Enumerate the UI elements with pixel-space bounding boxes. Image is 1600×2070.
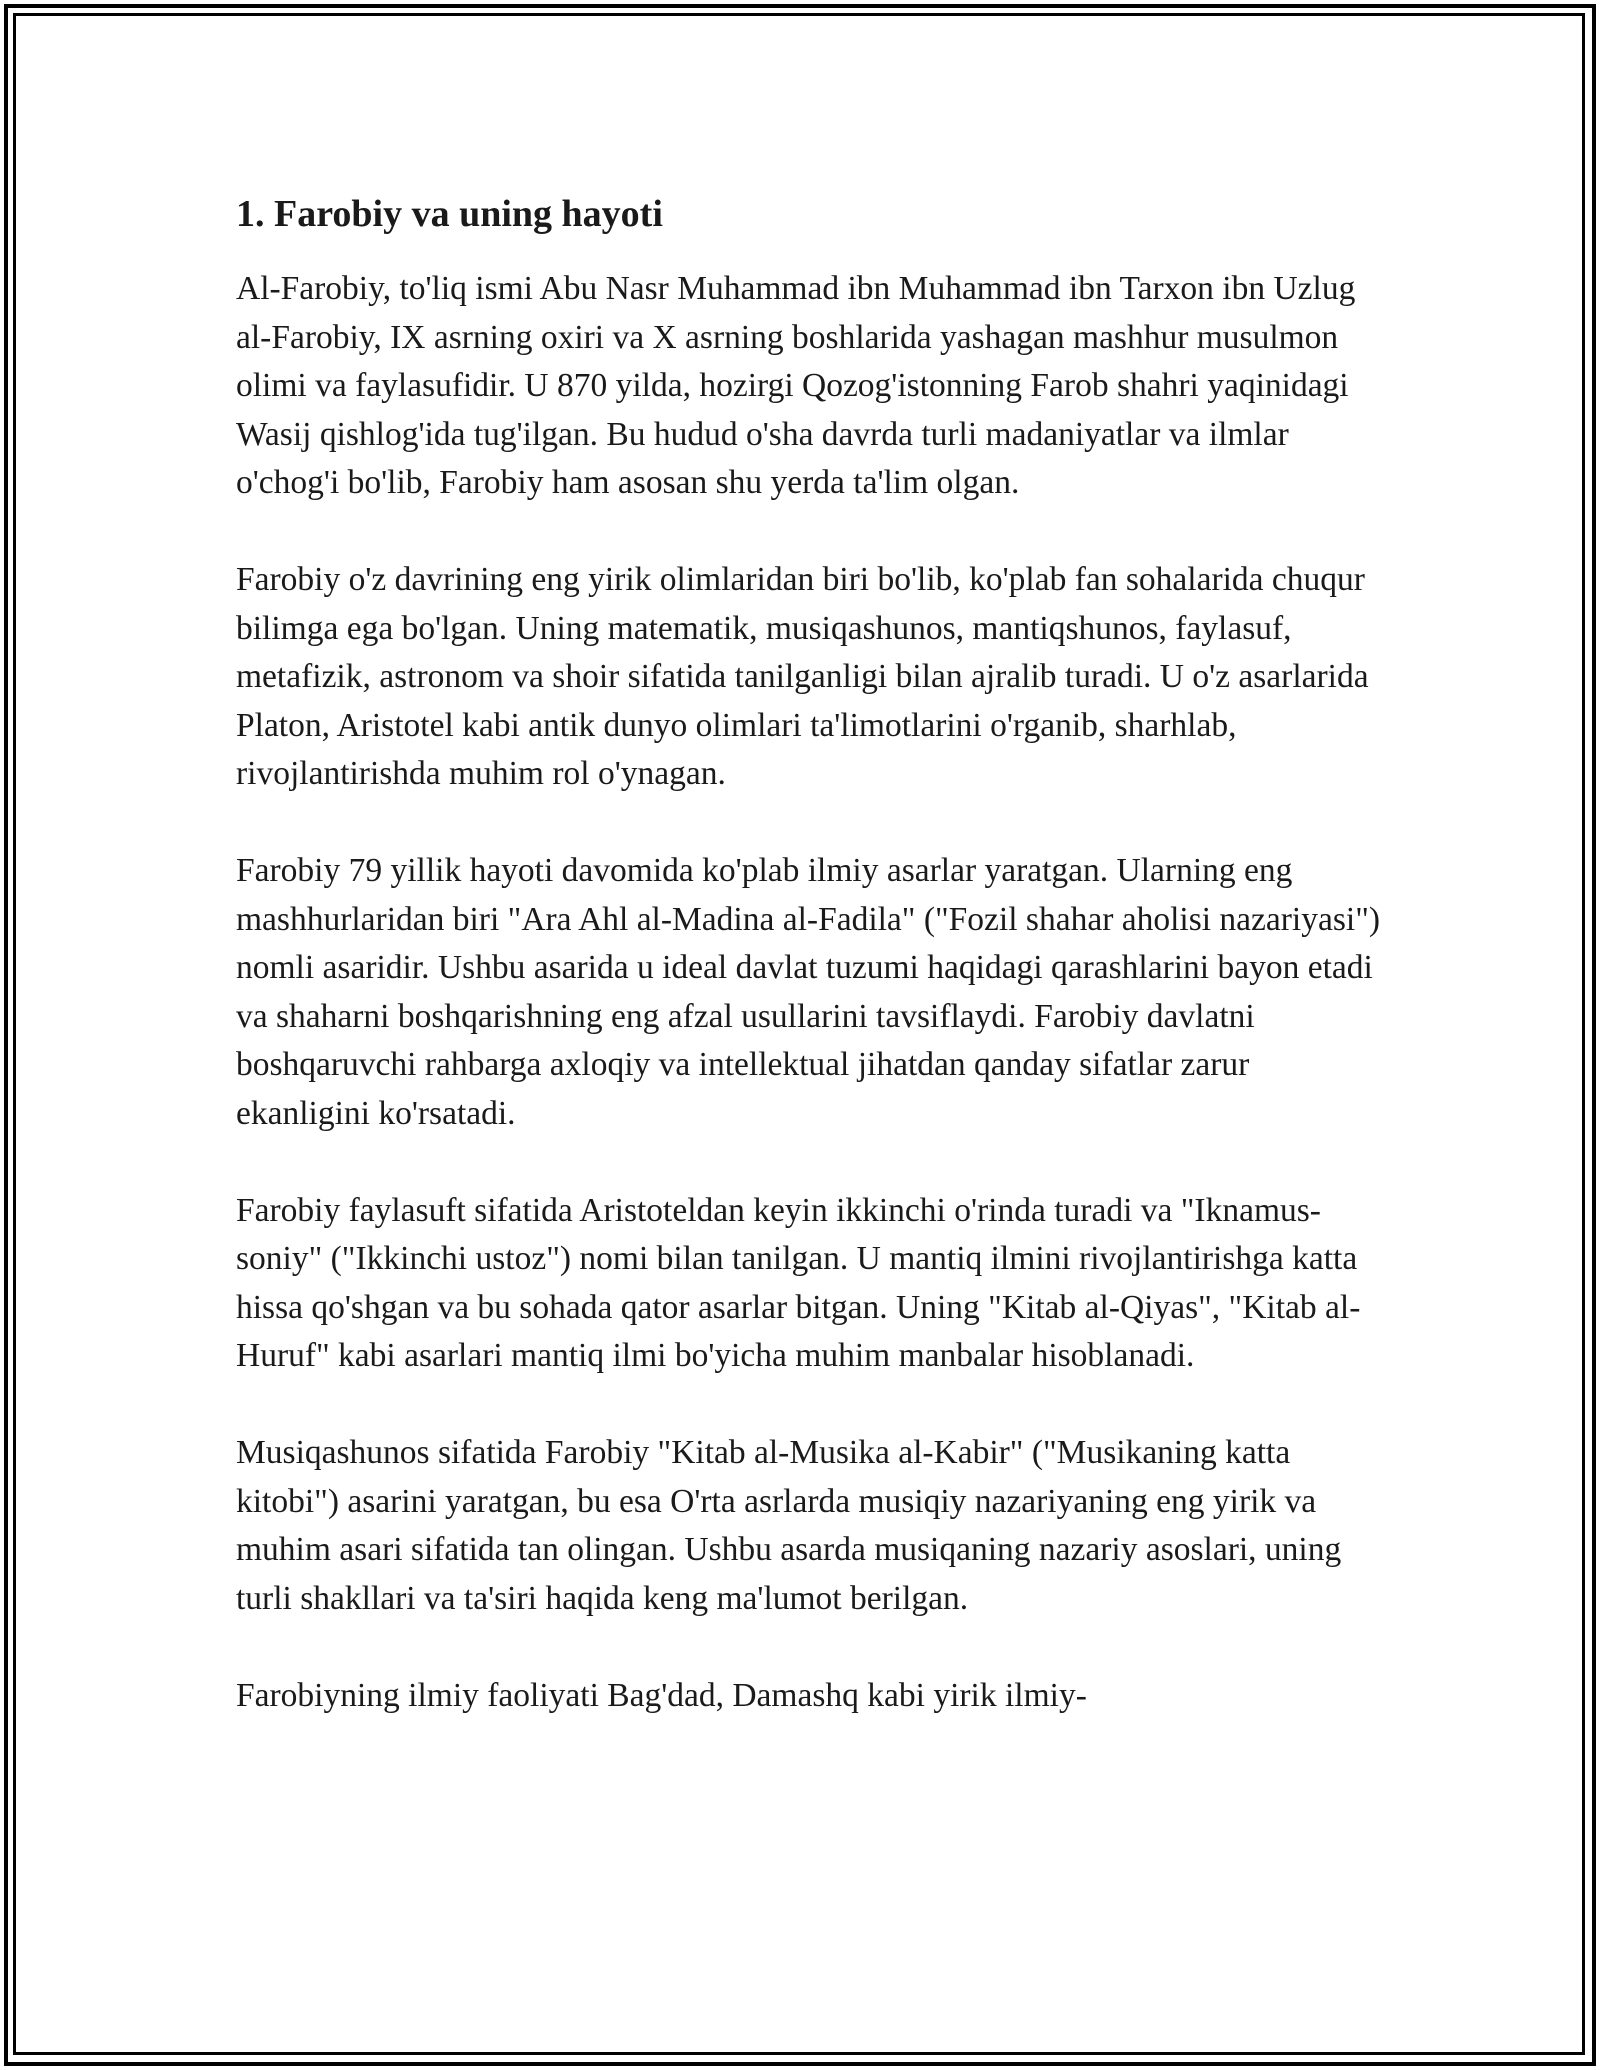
paragraph-2: Farobiy o'z davrining eng yirik olimlaridan biri bo'lib, ko'plab fan sohalarida chuqur bilimga ega bo'lgan. Uning matematik, musiqashunos, mantiqshunos, faylasuf, metafizik, astronom va shoir sifatida tanilganligi bilan ajralib turadi. U o'z asarlarida Platon, Aristotel kabi antik dunyo olimlari ta'limotlarini o'rganib, sharhlab, rivojlantirishda muhim rol o'ynagan.	[236, 561, 1369, 792]
paragraph-4: Farobiy faylasuft sifatida Aristoteldan keyin ikkinchi o'rinda turadi va "Iknamus-soniy" ("Ikkinchi ustoz") nomi bilan tanilgan. U mantiq ilmini rivojlantirishga katta hissa qo'shgan va bu sohada qator asarlar bitgan. Uning "Kitab al-Qiyas", "Kitab al-Huruf" kabi asarlari mantiq ilmi bo'yicha muhim manbalar hisoblanadi.	[236, 1191, 1361, 1374]
section-heading: 1. Farobiy va uning hayoti	[236, 193, 663, 235]
paragraph-6: Farobiyning ilmiy faoliyati Bag'dad, Damashq kabi yirik ilmiy-	[236, 1676, 1087, 1714]
document-body	[236, 186, 1384, 1720]
paragraph-1: Al-Farobiy, to'liq ismi Abu Nasr Muhammad ibn Muhammad ibn Tarxon ibn Uzlug al-Farobiy, IX asrning oxiri va X asrning boshlarida yashagan mashhur musulmon olimi va faylasufidir. U 870 yilda, hozirgi Qozog'istonning Farob shahri yaqinidagi Wasij qishlog'ida tug'ilgan. Bu hudud o'sha davrda turli madaniyatlar va ilmlar o'chog'i bo'lib, Farobiy ham asosan shu yerda ta'lim olgan.	[236, 270, 1356, 501]
paragraph-5: Musiqashunos sifatida Farobiy "Kitab al-Musika al-Kabir" ("Musikaning katta kitobi") asarini yaratgan, bu esa O'rta asrlarda musiqiy nazariyaning eng yirik va muhim asari sifatida tan olingan. Ushbu asarda musiqaning nazariy asoslari, uning turli shakllari va ta'siri haqida keng ma'lumot berilgan.	[236, 1434, 1342, 1617]
paragraph-3: Farobiy 79 yillik hayoti davomida ko'plab ilmiy asarlar yaratgan. Ularning eng mashhurlaridan biri "Ara Ahl al-Madina al-Fadila" ("Fozil shahar aholisi nazariyasi") nomli asaridir. Ushbu asarida u ideal davlat tuzumi haqidagi qarashlarini bayon etadi va shaharni boshqarishning eng afzal usullarini tavsiflaydi. Farobiy davlatni boshqaruvchi rahbarga axloqiy va intellektual jihatdan qanday sifatlar zarur ekanligini ko'rsatadi.	[236, 852, 1381, 1132]
